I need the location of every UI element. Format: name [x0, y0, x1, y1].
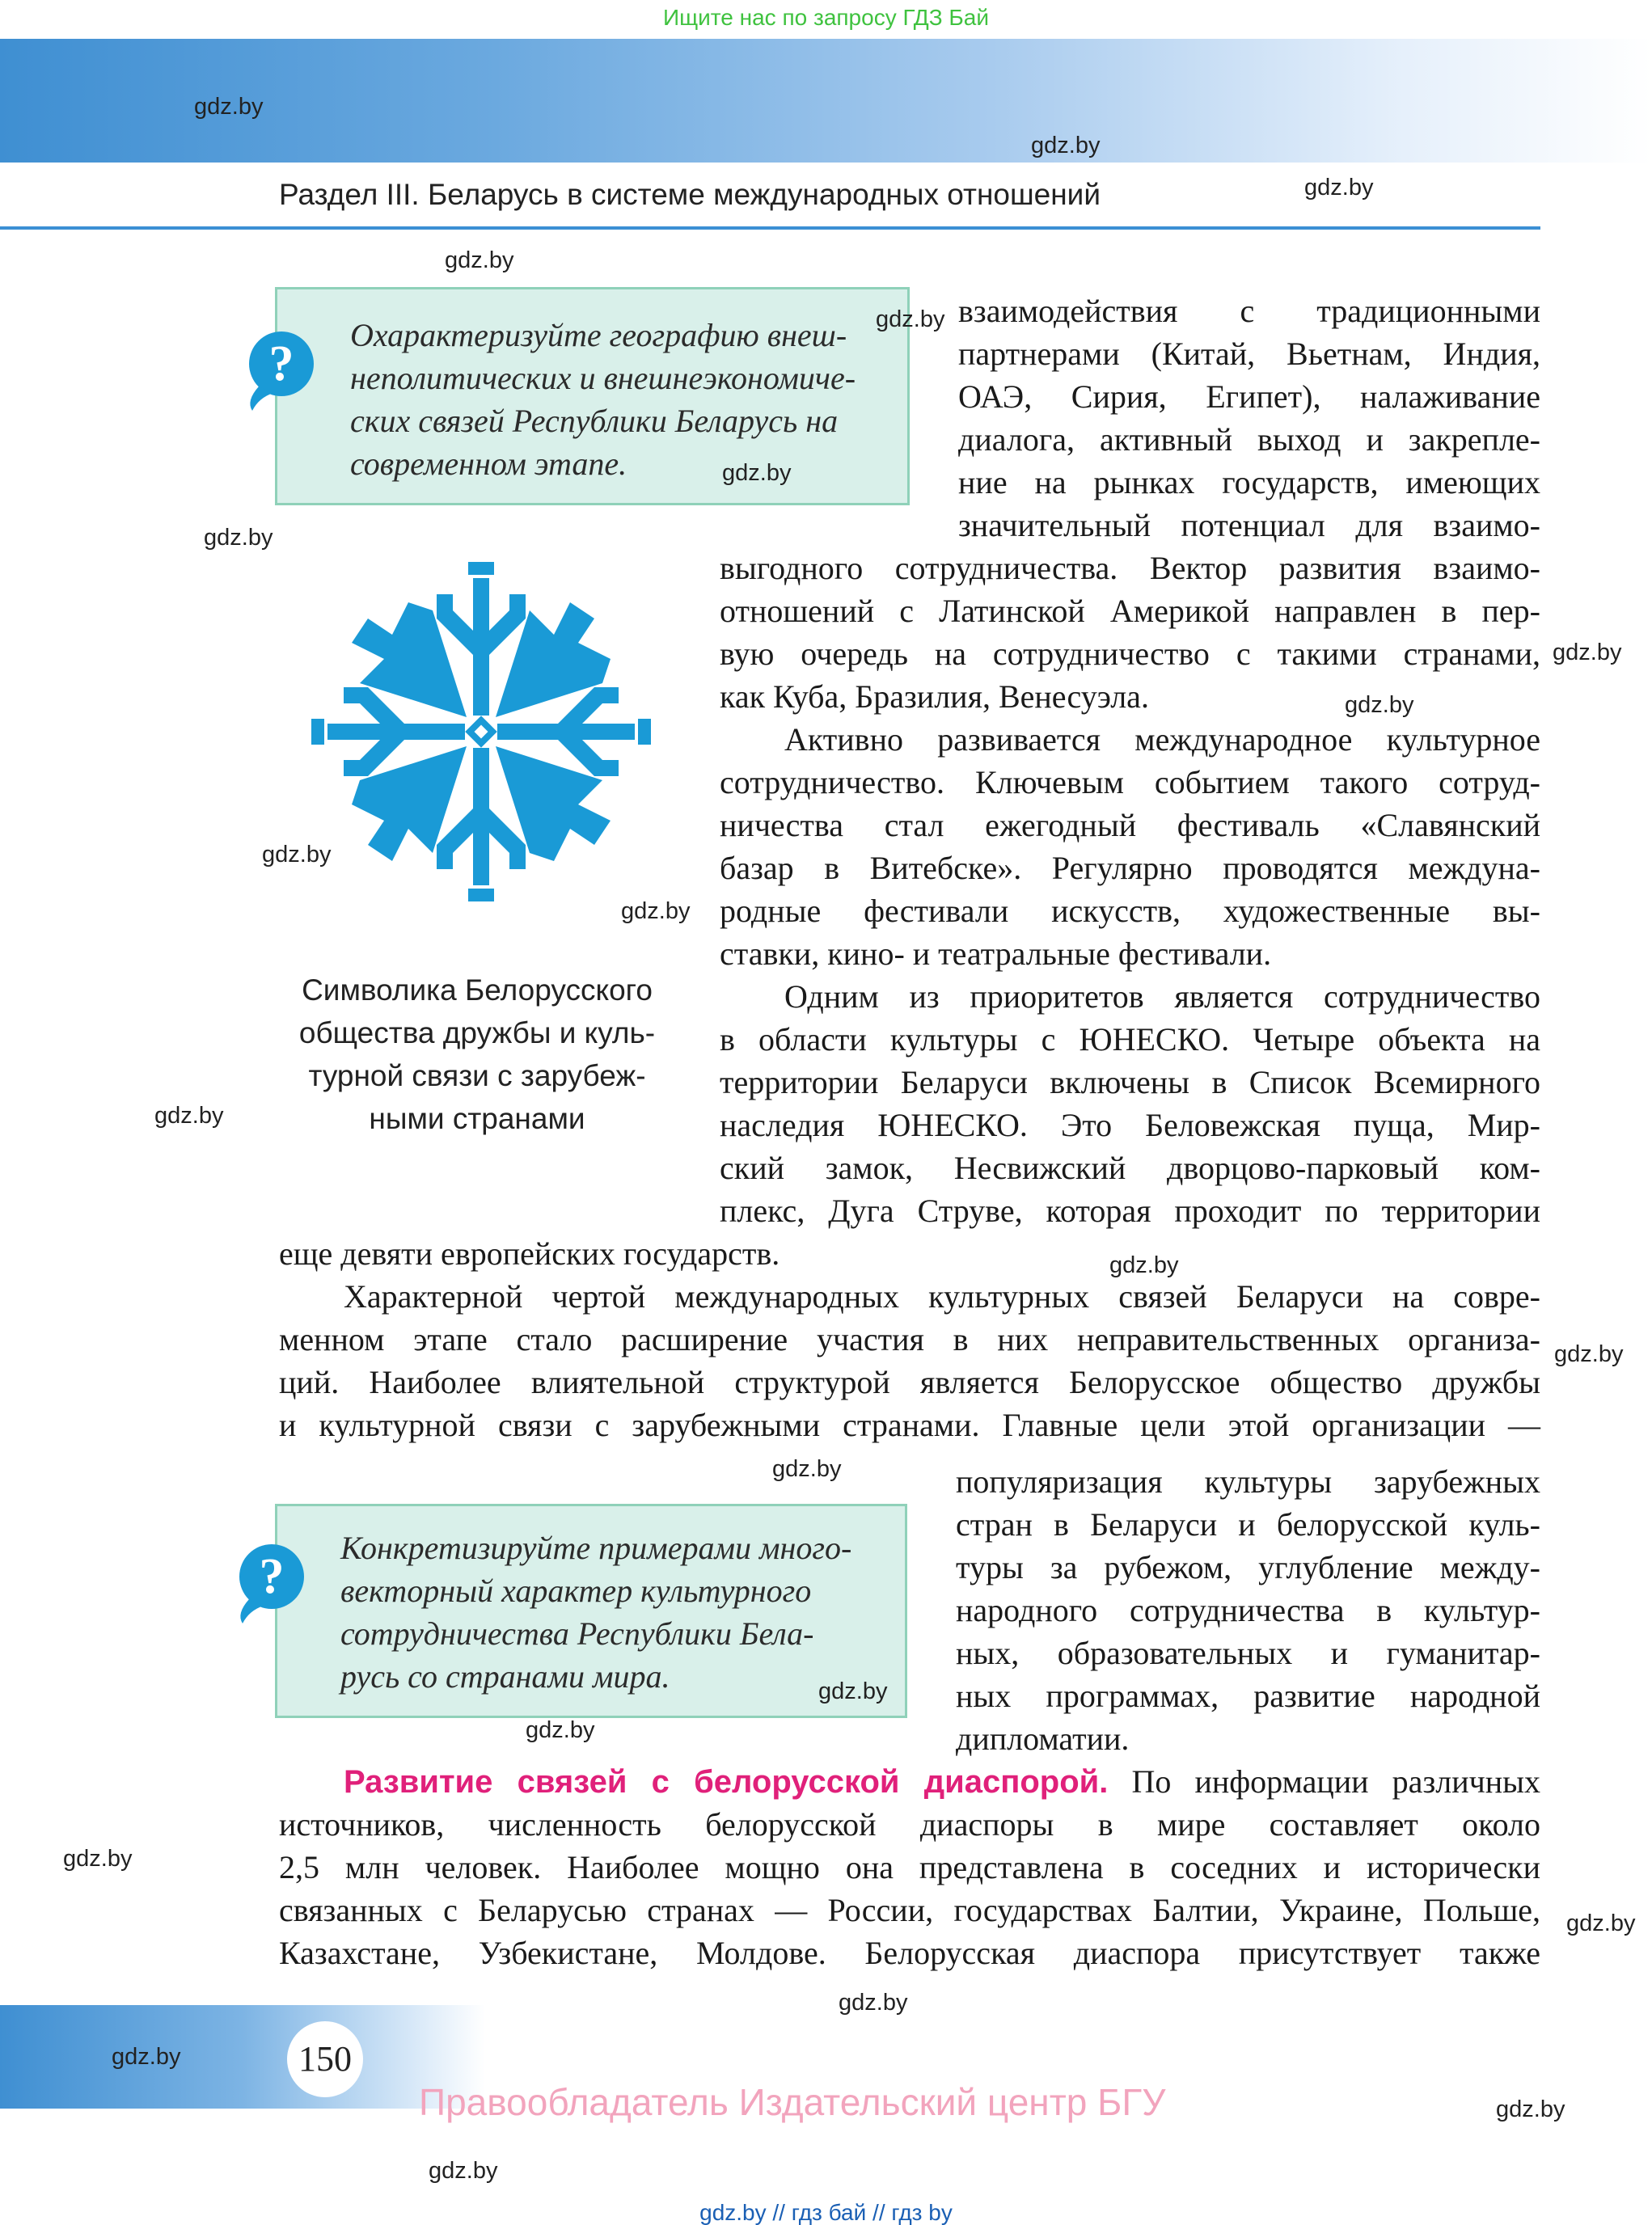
body-line: и культурной связи с зарубежными странами. Главные цели этой организации —: [279, 1407, 1540, 1443]
body-line: диалога, активный выход и закрепле-: [958, 421, 1540, 458]
watermark: gdz.by: [722, 460, 792, 486]
watermark: gdz.by: [526, 1717, 595, 1743]
section-divider: [0, 226, 1540, 230]
watermark: gdz.by: [1554, 1341, 1624, 1367]
question-2-line: Конкретизируйте примерами много-: [340, 1530, 852, 1566]
question-box-1: [275, 287, 910, 505]
bottom-links[interactable]: gdz.by // гдз бай // гдз by: [699, 2200, 953, 2225]
body-line: туры за рубежом, углубление между-: [956, 1549, 1540, 1585]
question-box-2: [275, 1504, 907, 1718]
body-line: взаимодействия с традиционными: [958, 293, 1540, 329]
watermark: gdz.by: [1566, 1910, 1636, 1936]
caption-line: ными странами: [369, 1102, 585, 1135]
body-line: ничества стал ежегодный фестиваль «Славянский: [720, 807, 1540, 843]
body-line: стран в Беларуси и белорусской куль-: [956, 1506, 1540, 1543]
caption-line: турной связи с зарубеж-: [308, 1059, 646, 1092]
page-number: 150: [287, 2021, 363, 2097]
watermark: gdz.by: [154, 1103, 224, 1129]
body-line: значительный потенциал для взаимо-: [958, 507, 1540, 543]
watermark: gdz.by: [1553, 640, 1622, 665]
caption-line: общества дружбы и куль-: [298, 1016, 656, 1049]
body-line: менном этапе стало расширение участия в них неправительственных организа-: [279, 1321, 1540, 1357]
body-line: народного сотрудничества в культур-: [956, 1592, 1540, 1628]
body-line: связанных с Беларусью странах — России, государствах Балтии, Украине, Польше,: [279, 1892, 1540, 1928]
body-line: выгодного сотрудничества. Вектор развития взаимо-: [720, 550, 1540, 586]
svg-text:?: ?: [259, 1549, 285, 1604]
body-line: в области культуры с ЮНЕСКО. Четыре объекта на: [720, 1021, 1540, 1058]
body-line: базар в Витебске». Регулярно проводятся междуна-: [720, 850, 1540, 886]
watermark: gdz.by: [818, 1678, 888, 1704]
body-line: ных программах, развитие народной: [956, 1678, 1540, 1714]
body-line: наследия ЮНЕСКО. Это Беловежская пуща, Мир-: [720, 1107, 1540, 1143]
watermark: gdz.by: [112, 2044, 181, 2070]
caption-line: Символика Белорусского: [302, 973, 653, 1007]
question-mark-icon: [231, 1536, 307, 1625]
body-line: источников, численность белорусской диаспоры в мире составляет около: [279, 1806, 1540, 1843]
body-line: сотрудничество. Ключевым событием такого сотруд-: [720, 764, 1540, 800]
emblem-caption: [275, 969, 679, 1140]
body-line: отношений с Латинской Америкой направлен в пер-: [720, 593, 1540, 629]
watermark: gdz.by: [204, 525, 273, 551]
body-line: территории Беларуси включены в Список Всемирного: [720, 1064, 1540, 1100]
question-2-line: русь со странами мира.: [340, 1658, 670, 1695]
body-line: ский замок, Несвижский дворцово-парковый ком-: [720, 1150, 1540, 1186]
rights-holder: Правообладатель Издательский центр БГУ: [419, 2081, 1166, 2123]
watermark: gdz.by: [1031, 133, 1101, 158]
body-line: ций. Наиболее влиятельной структурой является Белорусское общество дружбы: [279, 1364, 1540, 1400]
watermark: gdz.by: [194, 94, 264, 120]
watermark: gdz.by: [63, 1846, 133, 1872]
watermark: gdz.by: [772, 1456, 842, 1482]
body-line: популяризация культуры зарубежных: [956, 1463, 1540, 1500]
section-title: Раздел III. Беларусь в системе международных отношений: [279, 178, 1101, 211]
question-1-line: современном этапе.: [350, 445, 627, 482]
watermark: gdz.by: [1345, 692, 1414, 718]
body-line: Казахстане, Узбекистане, Молдове. Белорусская диаспора присутствует также: [279, 1935, 1540, 1971]
question-1-line: неполитических и внешнеэкономиче-: [350, 360, 856, 396]
diaspora-heading: Развитие связей с белорусской диаспорой.: [344, 1764, 1109, 1800]
body-line: родные фестивали искусств, художественные вы-: [720, 893, 1540, 929]
body-line: Активно развивается международное культурное: [784, 721, 1540, 758]
watermark: gdz.by: [621, 898, 691, 924]
watermark: gdz.by: [429, 2158, 498, 2184]
body-line: партнерами (Китай, Вьетнам, Индия,: [958, 336, 1540, 372]
watermark: gdz.by: [1109, 1252, 1179, 1278]
watermark: gdz.by: [1496, 2096, 1565, 2122]
watermark: gdz.by: [445, 247, 514, 273]
body-line: ных, образовательных и гуманитар-: [956, 1635, 1540, 1671]
watermark: gdz.by: [876, 306, 945, 332]
body-line: ние на рынках государств, имеющих: [958, 464, 1540, 500]
watermark: gdz.by: [262, 842, 332, 868]
body-line: еще девяти европейских государств.: [279, 1235, 780, 1272]
question-1-line: Охарактеризуйте географию внеш-: [350, 317, 847, 353]
svg-text:?: ?: [268, 336, 294, 391]
promo-text[interactable]: Ищите нас по запросу ГДЗ Бай: [662, 5, 990, 30]
question-mark-icon: [241, 323, 317, 412]
watermark: gdz.by: [1304, 175, 1374, 201]
body-line: Одним из приоритетов является сотрудничество: [784, 978, 1540, 1015]
diaspora-first-line: [279, 1760, 1540, 1803]
body-line: плекс, Дуга Струве, которая проходит по территории: [720, 1193, 1540, 1229]
body-line: как Куба, Бразилия, Венесуэла.: [720, 678, 1149, 715]
body-line: вую очередь на сотрудничество с такими странами,: [720, 635, 1540, 672]
belarusian-ornament-emblem: [299, 558, 663, 906]
watermark: gdz.by: [839, 1990, 908, 2016]
body-line: 2,5 млн человек. Наиболее мощно она представлена в соседних и исторически: [279, 1849, 1540, 1885]
body-line: ОАЭ, Сирия, Египет), налаживание: [958, 378, 1540, 415]
question-2-line: векторный характер культурного: [340, 1573, 812, 1609]
footer-banner: [0, 2005, 485, 2109]
body-line: дипломатии.: [956, 1720, 1130, 1757]
body-line: ставки, кино- и театральные фестивали.: [720, 935, 1272, 972]
body-line: Характерной чертой международных культурных связей Беларуси на совре-: [344, 1278, 1540, 1315]
question-1-line: ских связей Республики Беларусь на: [350, 403, 839, 439]
question-2-line: сотрудничества Республики Бела-: [340, 1615, 814, 1652]
diaspora-first-rest: По информации различных: [1108, 1763, 1541, 1800]
